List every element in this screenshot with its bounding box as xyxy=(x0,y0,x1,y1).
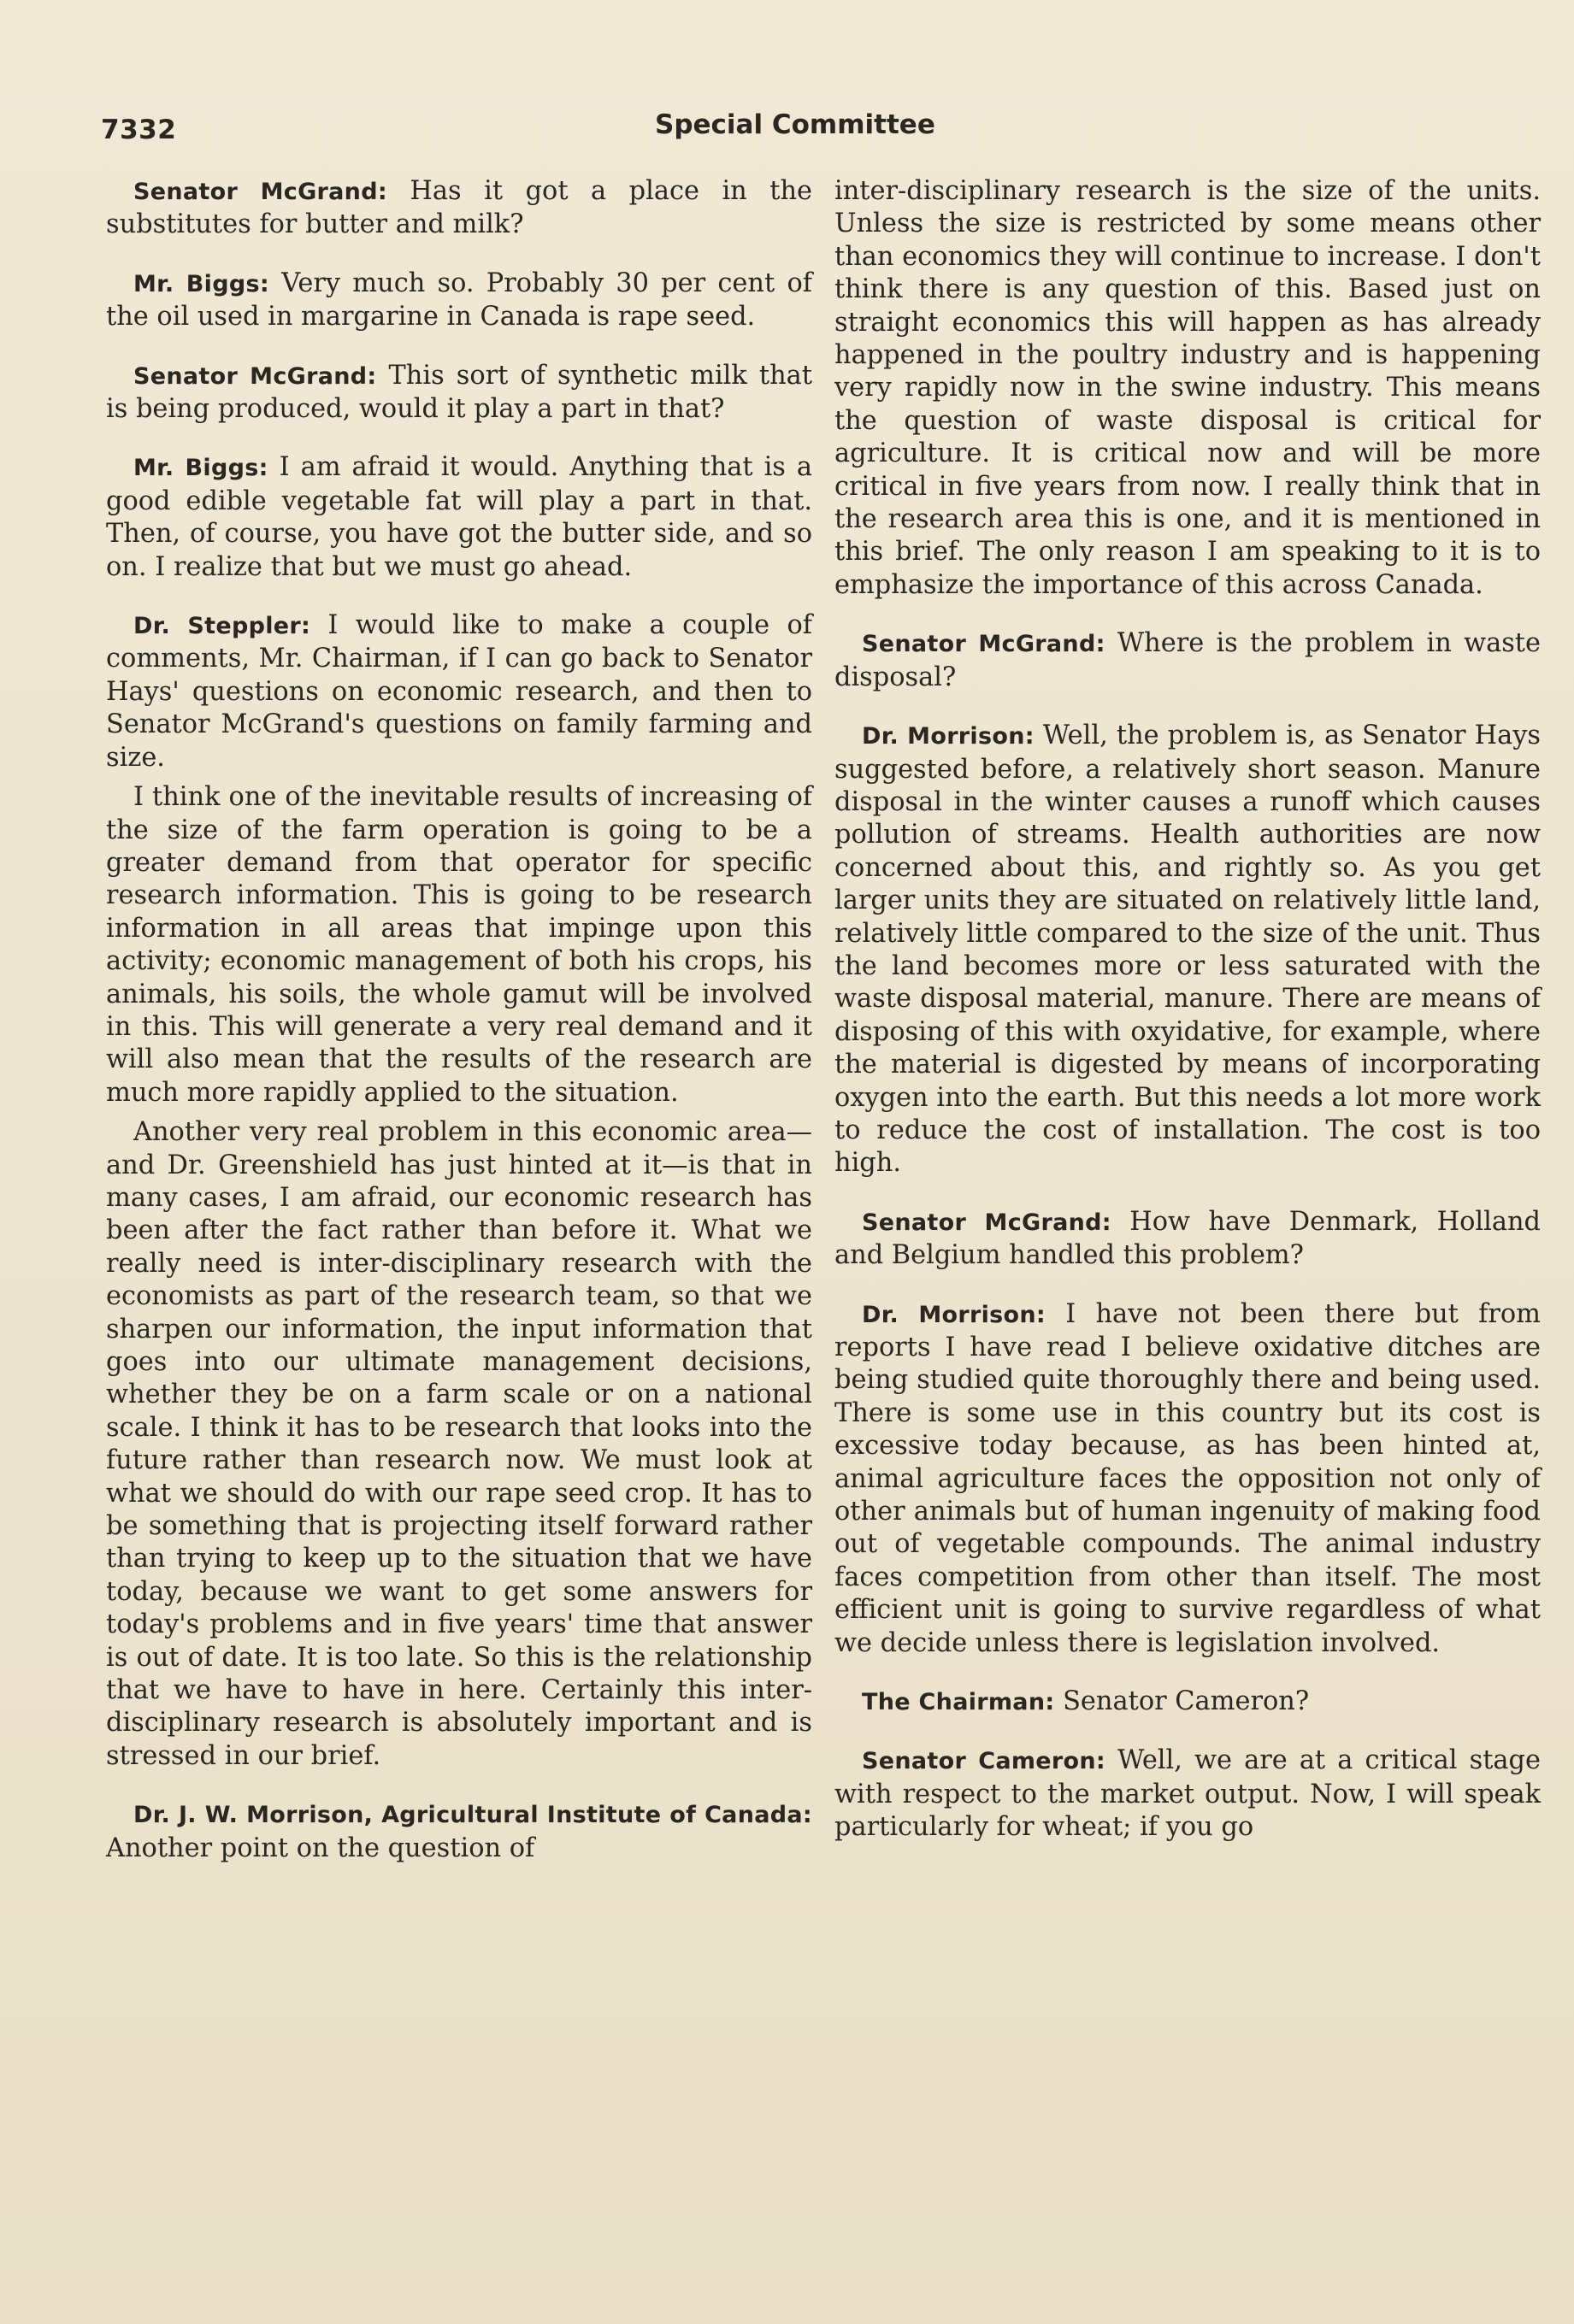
speaker-name: Mr. Biggs: xyxy=(133,270,269,297)
paragraph xyxy=(106,360,812,427)
speaker-name: Senator McGrand: xyxy=(133,362,377,390)
paragraph xyxy=(834,175,1541,602)
speaker-name: The Chairman: xyxy=(862,1689,1055,1716)
paragraph xyxy=(106,175,812,242)
page-number: 7332 xyxy=(101,115,177,145)
right-column xyxy=(834,175,1541,1870)
paragraph xyxy=(834,1298,1541,1660)
paragraph xyxy=(106,1116,812,1773)
paragraph-text: Very much so. Probably 30 per cent of the oil used in margarine in Canada is rape seed. xyxy=(106,268,812,332)
paragraph xyxy=(106,609,812,774)
speaker-name: Senator McGrand: xyxy=(862,631,1105,658)
paragraph xyxy=(834,720,1541,1180)
paragraph-text: Well, the problem is, as Senator Hays suggested before, a relatively short season. Manure disposal in the winter causes a runoff which causes pollution of streams. Health authorities are now concerned about this, and rightly so. As you get larger units they are situated on relatively little land, relatively little compared to the size of the unit. Thus the land becomes more or less saturated with the waste disposal material, manure. There are means of disposing of this with oxyidative, for example, where the material is digested by means of incorporating oxygen into the earth. But this needs a lot more work to reduce the cost of installation. The cost is too high. xyxy=(834,721,1541,1179)
speaker-name: Dr. Morrison: xyxy=(862,1301,1046,1328)
paragraph-text: Has it got a place in the substitutes for butter and milk? xyxy=(106,176,813,240)
speaker-name: Dr. Steppler: xyxy=(133,613,311,640)
paragraph xyxy=(834,627,1541,694)
paragraph xyxy=(106,268,812,334)
speaker-name: Senator Cameron: xyxy=(862,1748,1105,1775)
paragraph-text: Another point on the question of xyxy=(106,1833,535,1863)
paragraph xyxy=(106,1798,812,1865)
paragraph xyxy=(106,451,812,584)
speaker-name: Dr. Morrison: xyxy=(862,723,1035,750)
speaker-name: Senator McGrand: xyxy=(133,179,387,205)
paragraph-text: inter-disciplinary research is the size of the units. Unless the size is restricted by some means other than economics they will continue to increase. I don't think there is any question of this. Based just on straight economics this will happen as has already happened in the poultry industry and is happening very rapidly now in the swine industry. This means the question of waste disposal is critical for agriculture. It is critical now and will be more critical in five years from now. I really think that in the research area this is one, and it is mentioned in this brief. The only reason I am speaking to it is to emphasize the importance of this across Canada. xyxy=(834,176,1541,600)
speaker-name: Senator McGrand: xyxy=(862,1209,1111,1236)
paragraph xyxy=(834,1744,1541,1844)
speaker-name: Mr. Biggs: xyxy=(133,455,268,482)
paragraph-text: How have Denmark, Holland and Belgium handled this problem? xyxy=(834,1206,1541,1271)
paragraph-text: Where is the problem in waste disposal? xyxy=(834,628,1541,692)
running-head: Special Committee xyxy=(655,109,935,140)
paragraph-text: I have not been there but from reports I have read I believe oxidative ditches are being studied quite thoroughly there and being used. There is some use in this country but its cost is excessive today because, as has been hinted at, animal agriculture faces the opposition not only of other animals but of human ingenuity of making food out of vegetable compounds. The animal industry faces competition from other than itself. The most efficient unit is going to survive regardless of what we decide unless there is legislation involved. xyxy=(834,1298,1541,1658)
paragraph xyxy=(106,781,812,1109)
paragraph-text: Another very real problem in this economic area—and Dr. Greenshield has just hinted at it—is that in many cases, I am afraid, our economic research has been after the fact rather than before it. What we really need is inter-disciplinary research with the economists as part of the research team, so that we sharpen our information, the input information that goes into our ultimate management decisions, whether they be on a farm scale or on a national scale. I think it has to be research that looks into the future rather than research now. We must look at what we should do with our rape seed crop. It has to be something that is projecting itself forward rather than trying to keep up to the situation that we have today, because we want to get some answers for today's problems and in five years' time that answer is out of date. It is too late. So this is the relationship that we have to have in here. Certainly this inter-disciplinary research is absolutely important and is stressed in our brief. xyxy=(106,1117,812,1771)
page-header xyxy=(101,109,1503,152)
paragraph-text: I think one of the inevitable results of increasing of the size of the farm operation is going to be a greater demand from that operator for specific research information. This is going to be research information in all areas that impinge upon this activity; economic management of both his crops, his animals, his soils, the whole gamut will be involved in this. This will generate a very real demand and it will also mean that the results of the research are much more rapidly applied to the situation. xyxy=(106,782,812,1108)
paragraph-text: Senator Cameron? xyxy=(1054,1686,1310,1717)
paragraph-text: This sort of synthetic milk that is being produced, would it play a part in that? xyxy=(106,360,812,425)
paragraph-text: I am afraid it would. Anything that is a good edible vegetable fat will play a part in that. Then, of course, you have got the butter side, and so on. I realize that but we must go ahead. xyxy=(106,452,812,582)
paragraph xyxy=(834,1206,1541,1273)
paragraph-text: Well, we are at a critical stage with respect to the market output. Now, I will speak particularly for wheat; if you go xyxy=(834,1745,1541,1843)
paragraph xyxy=(834,1686,1541,1719)
left-column xyxy=(106,175,812,1891)
speaker-name: Dr. J. W. Morrison, Agricultural Institute of Canada: xyxy=(133,1802,812,1829)
paragraph-text: I would like to make a couple of comments, Mr. Chairman, if I can go back to Senator Hays' questions on economic research, and then to Senator McGrand's questions on family farming and size. xyxy=(106,610,813,773)
